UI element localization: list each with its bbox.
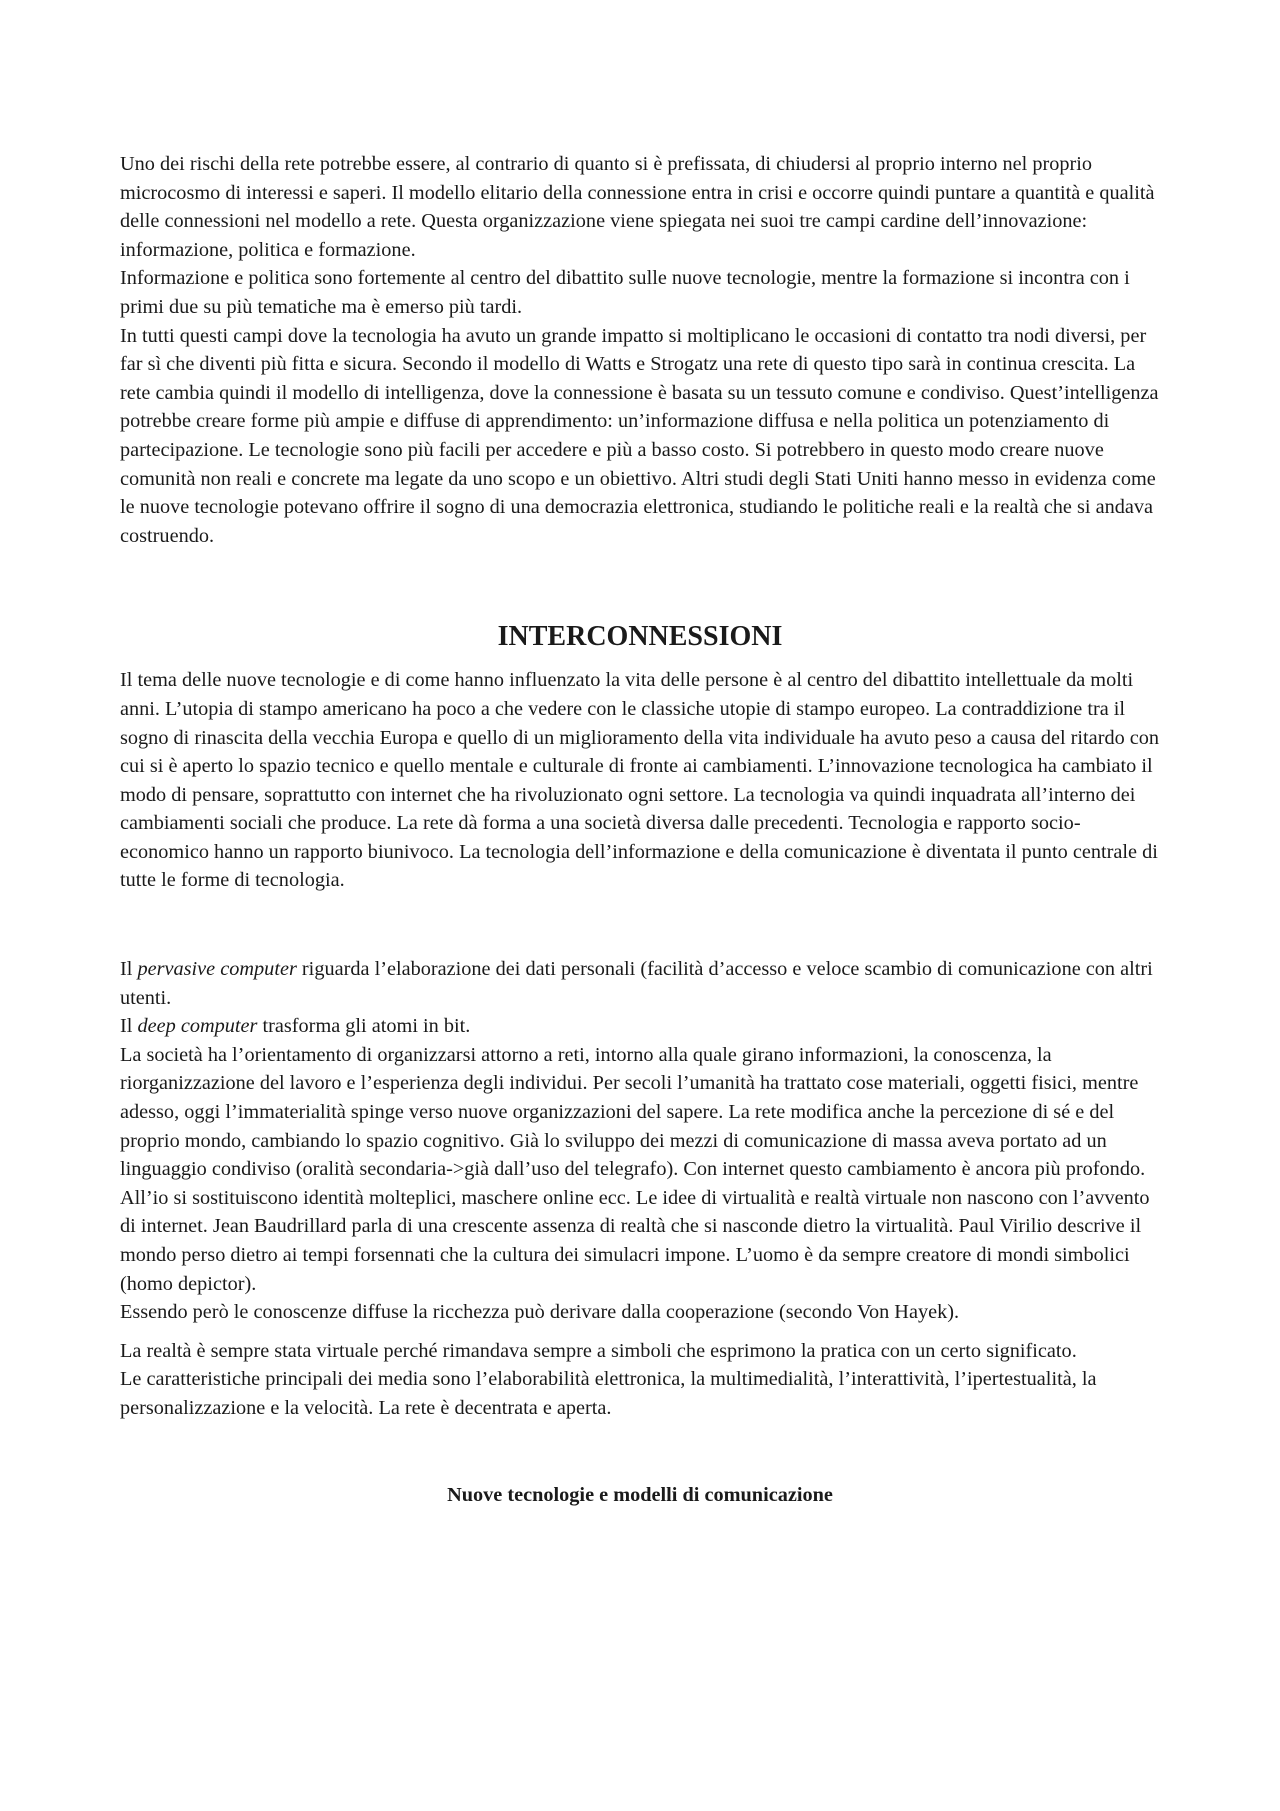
- deep-computer-paragraph: [120, 1012, 1160, 1041]
- society-paragraph: La società ha l’orientamento di organizzarsi attorno a reti, intorno alla quale girano informazioni, la conoscenza, la riorganizzazione del lavoro e l’esperienza degli individui. Per secoli l’umanità ha trattato cose materiali, oggetti fisici, mentre adesso, oggi l’immaterialità spinge verso nuove organizzazioni del sapere. La rete modifica anche la percezione di sé e del proprio mondo, cambiando lo spazio cognitivo. Già lo sviluppo dei mezzi di comunicazione di massa aveva portato ad un linguaggio condiviso (oralità secondaria->già dall’uso del telegrafo). Con internet questo cambiamento è ancora più profondo. All’io si sostituiscono identità molteplici, maschere online ecc. Le idee di virtualità e realtà virtuale non nascono con l’avvento di internet. Jean Baudrillard parla di una crescente assenza di realtà che si nasconde dietro la virtualità. Paul Virilio descrive il mondo perso dietro ai tempi forsennati che la cultura dei simulacri impone. L’uomo è da sempre creatore di mondi simbolici (homo depictor).: [120, 1043, 1150, 1295]
- spacer: [120, 1327, 1160, 1337]
- pervasive-prefix: Il: [120, 958, 138, 981]
- hayek-paragraph: Essendo però le conoscenze diffuse la ricchezza può derivare dalla cooperazione (secondo Von Hayek).: [120, 1301, 960, 1324]
- subsection-heading: Nuove tecnologie e modelli di comunicazione: [447, 1483, 833, 1506]
- pervasive-computer-paragraph: [120, 955, 1160, 1012]
- section-heading: INTERCONNESSIONI: [497, 621, 783, 653]
- pervasive-rest: riguarda l’elaborazione dei dati personali (facilità d’accesso e veloce scambio di comunicazione con altri utenti.: [120, 958, 1153, 1009]
- deep-rest: trasforma gli atomi in bit.: [257, 1015, 471, 1038]
- intro-paragraph-1: Uno dei rischi della rete potrebbe essere, al contrario di quanto si è prefissata, di chiudersi al proprio interno nel proprio microcosmo di interessi e saperi. Il modello elitario della connessione entra in crisi e occorre quindi puntare a quantità e qualità delle connessioni nel modello a rete. Questa organizzazione viene spiegata nei suoi tre campi cardine dell’innovazione: informazione, politica e formazione.: [120, 153, 1155, 261]
- spacer: [120, 895, 1160, 955]
- document-page: [120, 150, 1160, 1529]
- intro-paragraph-2: Informazione e politica sono fortemente al centro del dibattito sulle nuove tecnologie, mentre la formazione si incontra con i primi due su più tematiche ma è emerso più tardi.: [120, 267, 1130, 318]
- intro-paragraph-3: In tutti questi campi dove la tecnologia ha avuto un grande impatto si moltiplicano le occasioni di contatto tra nodi diversi, per far sì che diventi più fitta e sicura. Secondo il modello di Watts e Strogatz una rete di questo tipo sarà in continua crescita. La rete cambia quindi il modello di intelligenza, dove la connessione è basata su un tessuto comune e condiviso. Quest’intelligenza potrebbe creare forme più ampie e diffuse di apprendimento: un’informazione diffusa e nella politica un potenziamento di partecipazione. Le tecnologie sono più facili per accedere e più a basso costo. Si potrebbero in questo modo creare nuove comunità non reali e concrete ma legate da uno scopo e un obiettivo. Altri studi degli Stati Uniti hanno messo in evidenza come le nuove tecnologie potevano offrire il sogno di una democrazia elettronica, studiando le politiche reali e la realtà che si andava costruendo.: [120, 324, 1159, 547]
- reality-paragraph: La realtà è sempre stata virtuale perché rimandava sempre a simboli che esprimono la pratica con un certo significato.: [120, 1339, 1077, 1362]
- pervasive-term: pervasive computer: [137, 958, 297, 981]
- media-paragraph: Le caratteristiche principali dei media sono l’elaborabilità elettronica, la multimedialità, l’interattività, l’ipertestualità, la personalizzazione e la velocità. La rete è decentrata e aperta.: [120, 1368, 1097, 1419]
- interconnessioni-paragraph: Il tema delle nuove tecnologie e di come hanno influenzato la vita delle persone è al centro del dibattito intellettuale da molti anni. L’utopia di stampo americano ha poco a che vedere con le classiche utopie di stampo europeo. La contraddizione tra il sogno di rinascita della vecchia Europa e quello di un miglioramento della vita individuale ha avuto peso a causa del ritardo con cui si è aperto lo spazio tecnico e quello mentale e culturale di fronte ai cambiamenti. L’innovazione tecnologica ha cambiato il modo di pensare, soprattutto con internet che ha rivoluzionato ogni settore. La tecnologia va quindi inquadrata all’interno dei cambiamenti sociali che produce. La rete dà forma a una società diversa dalle precedenti. Tecnologia e rapporto socio-economico hanno un rapporto biunivoco. La tecnologia dell’informazione e della comunicazione è diventata il punto centrale di tutte le forme di tecnologia.: [120, 669, 1160, 892]
- deep-term: deep computer: [137, 1015, 258, 1038]
- deep-prefix: Il: [120, 1015, 138, 1038]
